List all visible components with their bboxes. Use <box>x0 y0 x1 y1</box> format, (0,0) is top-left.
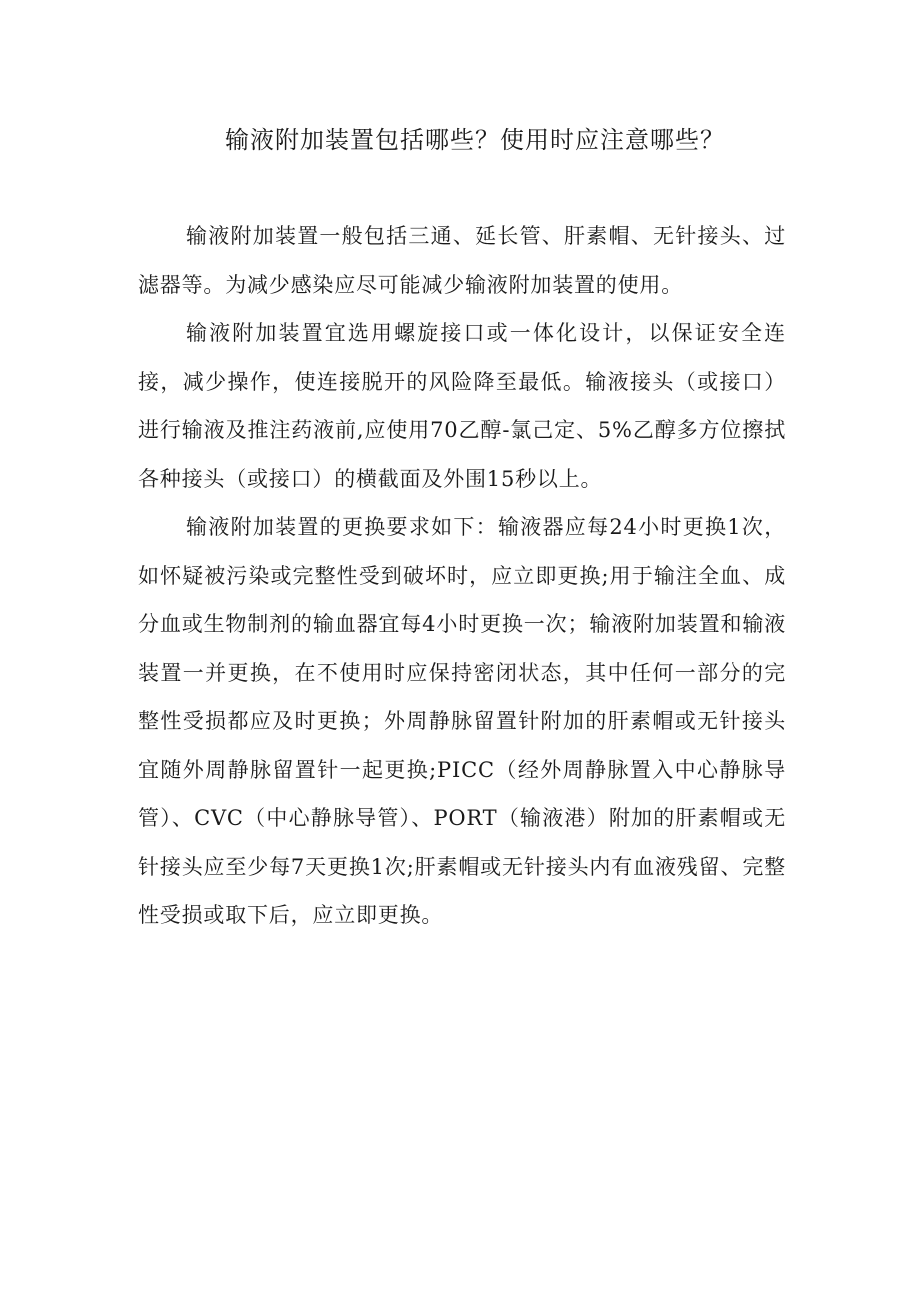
document-title: 输液附加装置包括哪些？使用时应注意哪些？ <box>225 126 725 154</box>
paragraph-1: 输液附加装置一般包括三通、延长管、肝素帽、无针接头、过滤器等。为减少感染应尽可能减少输液附加装置的使用。 <box>138 224 786 297</box>
paragraph-3: 输液附加装置的更换要求如下：输液器应每24小时更换1次，如怀疑被污染或完整性受到破坏时，应立即更换;用于输注全血、成分血或生物制剂的输血器宜每4小时更换一次；输液附加装置和输液装置一并更换，在不使用时应保持密闭状态，其中任何一部分的完整性受损都应及时更换；外周静脉留置针附加的肝素帽或无针接头宜随外周静脉留置针一起更换;PICC（经外周静脉置入中心静脉导管）、CVC（中心静脉导管）、PORT（输液港）附加的肝素帽或无针接头应至少每7天更换1次;肝素帽或无针接头内有血液残留、完整性受损或取下后，应立即更换。 <box>138 515 786 927</box>
document-body <box>138 212 786 940</box>
paragraph-2: 输液附加装置宜选用螺旋接口或一体化设计，以保证安全连接，减少操作，使连接脱开的风险降至最低。输液接头（或接口）进行输液及推注药液前,应使用70乙醇-氯己定、5%乙醇多方位擦拭各种接头（或接口）的横截面及外围15秒以上。 <box>138 321 786 491</box>
